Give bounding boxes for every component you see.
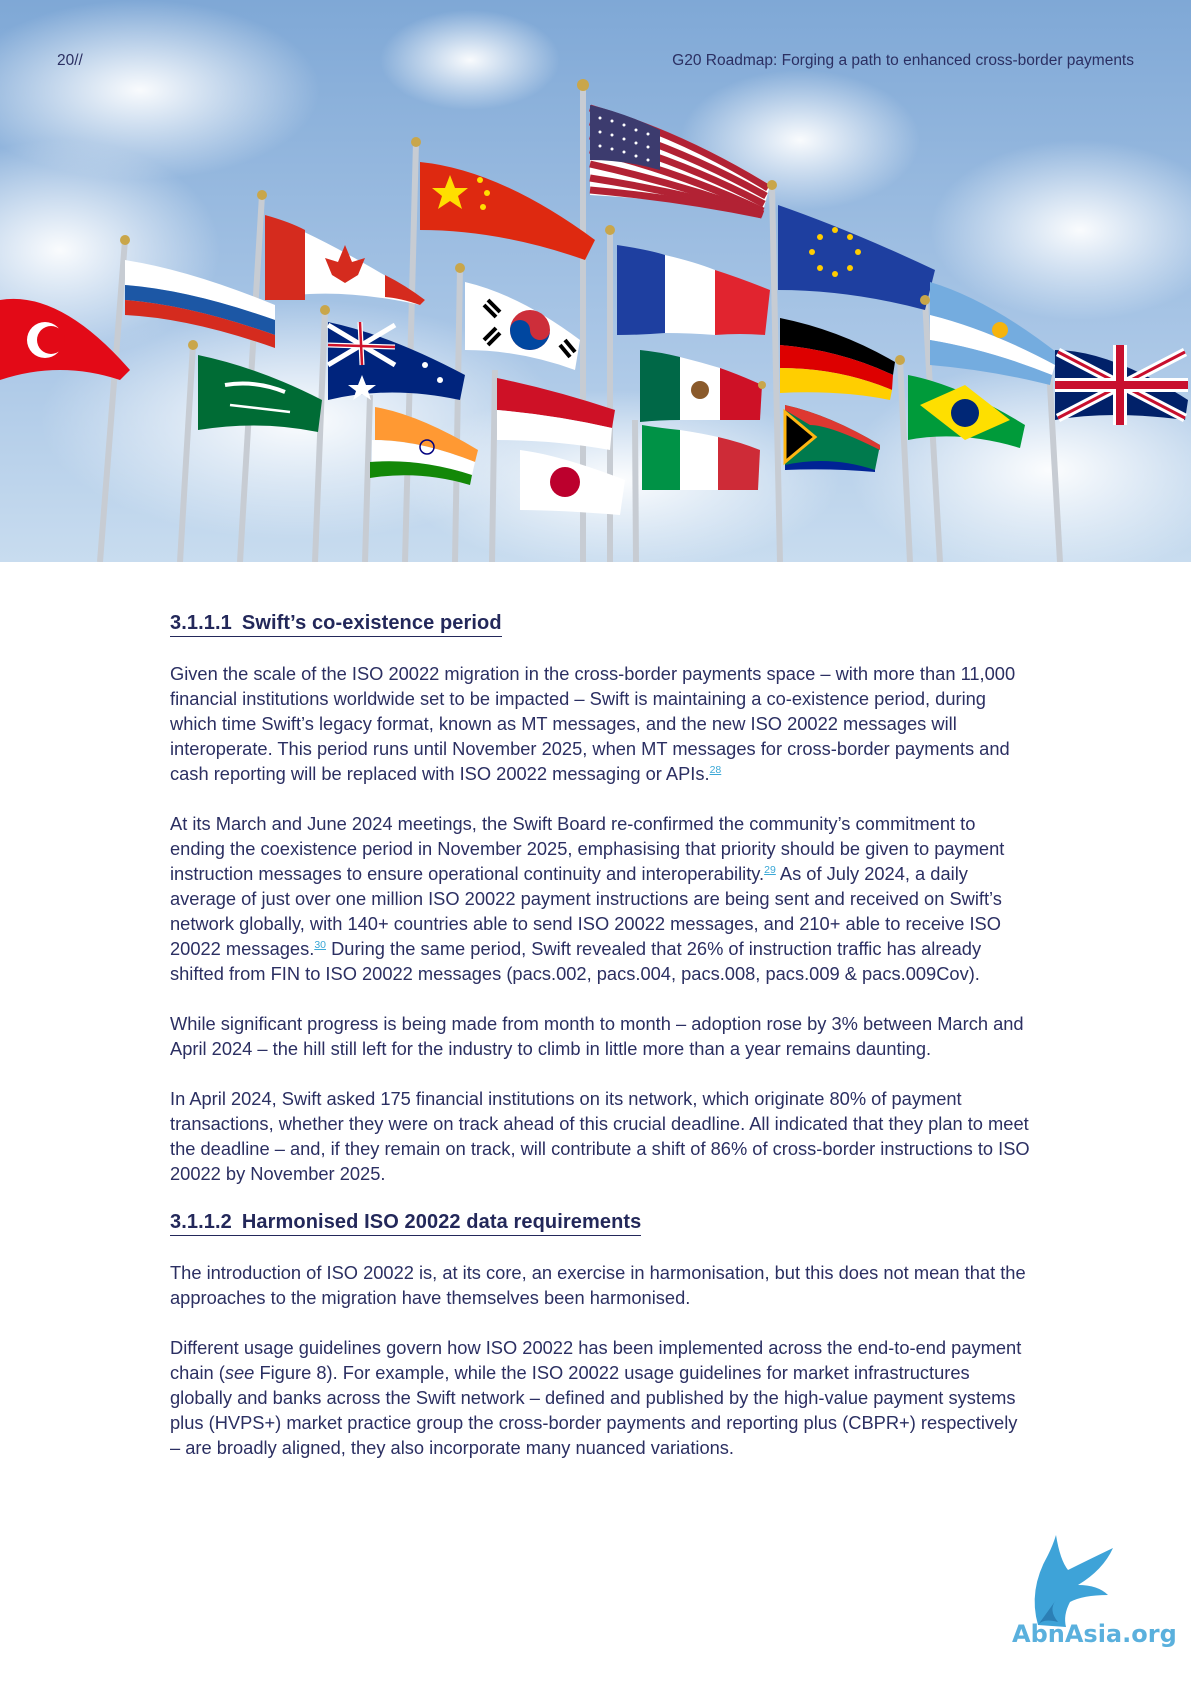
emphasis: see — [224, 1362, 255, 1383]
paragraph: While significant progress is being made from month to month – adoption rose by 3% between March and April 2024 – the hill still left for the industry to climb in little more than a year remains daunting. — [170, 1013, 1024, 1059]
section-number: 3.1.1.2 — [170, 1211, 232, 1233]
running-header: G20 Roadmap: Forging a path to enhanced cross-border payments — [672, 52, 1134, 69]
paragraph-text: At its March and June 2024 meetings, the Swift Board re-confirmed the community’s commitment to ending the coexistence period in November 2025, emphasising that priority should be given to payment instruction messages to ensure operational continuity and interoperability. — [170, 813, 1005, 884]
main-content — [170, 612, 1030, 1485]
section-heading-3-1-1-2 — [170, 1211, 641, 1236]
section-number: 3.1.1.1 — [170, 612, 232, 634]
footnote-link-29[interactable]: 29 — [764, 863, 776, 876]
footnote-link-28[interactable]: 28 — [709, 763, 722, 776]
paragraph — [170, 811, 1030, 986]
eagle-icon — [1035, 1535, 1113, 1627]
paragraph — [170, 661, 1030, 786]
paragraph-text: Figure 8). For example, while the ISO 20022 usage guidelines for market infrastructures globally and banks across the Swift network – defined and published by the high-value payment systems plus (HVPS+) market practice group the cross-border payments and reporting plus (CBPR+) respectively – are broadly aligned, they also incorporate many nuanced variations. — [170, 1362, 1018, 1458]
paragraph-text: Given the scale of the ISO 20022 migration in the cross-border payments space – with more than 11,000 financial institutions worldwide set to be impacted – Swift is maintaining a co-existence period, during which time Swift’s legacy format, known as MT messages, and the new ISO 20022 messages will interoperate. This period runs until November 2025, when MT messages for cross-border payments and cash reporting will be replaced with ISO 20022 messaging or APIs. — [170, 663, 1016, 784]
paragraph — [170, 1335, 1030, 1460]
page-number: 20// — [57, 52, 83, 69]
footnote-link-30[interactable]: 30 — [314, 938, 327, 951]
watermark-text: AbnAsia.org — [1012, 1620, 1177, 1648]
paragraph-text: Different usage guidelines govern how ISO 20022 has been implemented across the end-to-end payment chain ( — [170, 1337, 1022, 1383]
flag-uk — [1055, 345, 1188, 425]
hero-image — [0, 0, 1191, 562]
paragraph-text: As of July 2024, a daily average of just over one million ISO 20022 payment instructions are being sent and received on Swift’s network globally, with 140+ countries able to send ISO 20022 messages, and 210+ able to receive ISO 20022 messages. — [170, 863, 1002, 959]
section-title: Swift’s co-existence period — [241, 612, 502, 634]
section-title: Harmonised ISO 20022 data requirements — [241, 1211, 642, 1233]
paragraph: In April 2024, Swift asked 175 financial institutions on its network, which originate 80% of payment transactions, whether they were on track ahead of this crucial deadline. All indicated that they plan to meet the deadline – and, if they remain on track, will contribute a shift of 86% of cross-border instructions to ISO 20022 by November 2025. — [170, 1088, 1030, 1184]
paragraph-text: During the same period, Swift revealed that 26% of instruction traffic has already shifted from FIN to ISO 20022 messages (pacs.002, pacs.004, pacs.008, pacs.009 & pacs.009Cov). — [170, 938, 982, 984]
paragraph: The introduction of ISO 20022 is, at its core, an exercise in harmonisation, but this does not mean that the approaches to the migration have themselves been harmonised. — [170, 1262, 1026, 1308]
watermark-logo — [1008, 1530, 1188, 1650]
section-heading-3-1-1-1 — [170, 612, 502, 637]
